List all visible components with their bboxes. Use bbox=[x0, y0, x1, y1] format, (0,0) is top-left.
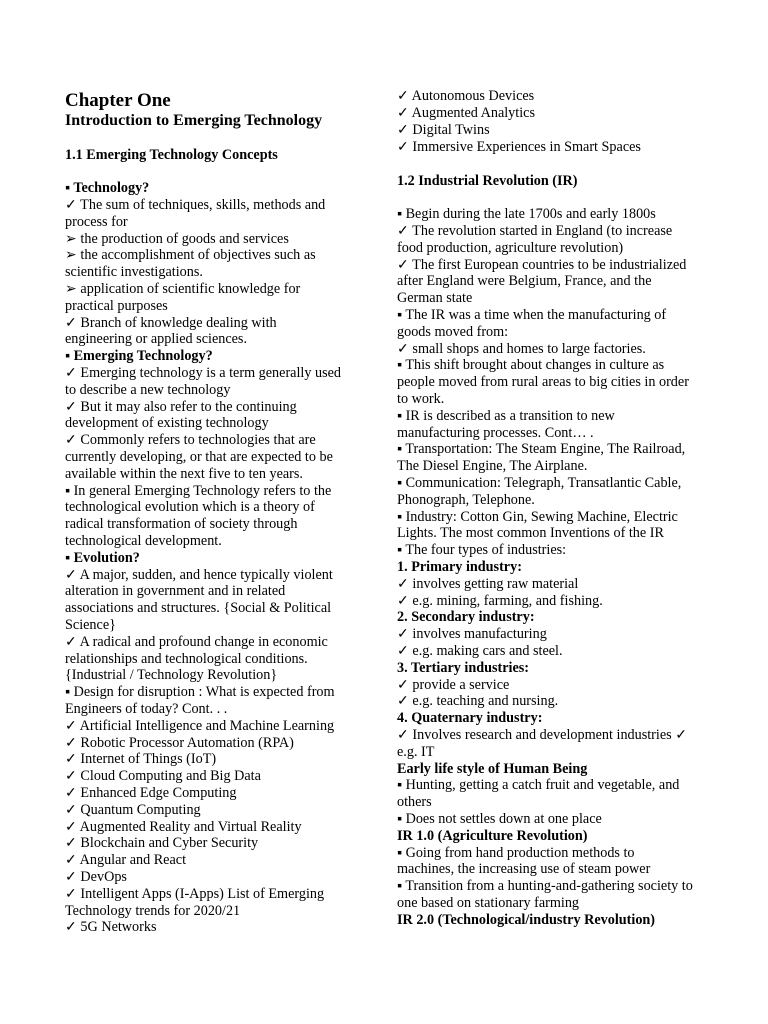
left-text-line: ✓ A radical and profound change in economic bbox=[65, 634, 328, 650]
right-text-line: ✓ provide a service bbox=[397, 677, 510, 693]
left-text-line: currently developing, or that are expected to be bbox=[65, 449, 333, 465]
right-text-line: IR 2.0 (Technological/industry Revolution) bbox=[397, 912, 656, 928]
right-text-line: manufacturing processes. Cont… . bbox=[397, 425, 594, 441]
left-text-line: ✓ The sum of techniques, skills, methods and bbox=[65, 197, 326, 213]
left-text-line: ▪ In general Emerging Technology refers to the bbox=[65, 483, 332, 499]
left-text-line: ✓ 5G Networks bbox=[65, 919, 157, 935]
left-text-line: ✓ Enhanced Edge Computing bbox=[65, 785, 237, 801]
right-text-line: Phonograph, Telephone. bbox=[397, 492, 535, 508]
right-text-line: people moved from rural areas to big cities in order bbox=[397, 374, 689, 390]
right-text-line: ✓ e.g. making cars and steel. bbox=[397, 643, 563, 659]
left-text-line: ✓ Internet of Things (IoT) bbox=[65, 751, 217, 767]
right-text-line: ✓ Autonomous Devices bbox=[397, 88, 535, 104]
left-text-line: ✓ DevOps bbox=[65, 869, 127, 885]
right-text-line: ✓ Involves research and development industries ✓ bbox=[397, 727, 688, 743]
left-text-line: relationships and technological conditions. bbox=[65, 651, 308, 667]
right-text-line: ▪ This shift brought about changes in culture as bbox=[397, 357, 665, 373]
right-text-line: after England were Belgium, France, and the bbox=[397, 273, 652, 289]
right-text-line: ✓ The revolution started in England (to increase bbox=[397, 223, 673, 239]
right-text-line: ▪ Does not settles down at one place bbox=[397, 811, 602, 827]
left-text-line: ▪ Evolution? bbox=[65, 550, 140, 566]
left-text-line: Chapter One bbox=[65, 90, 171, 111]
left-text-line: Technology trends for 2020/21 bbox=[65, 903, 241, 919]
right-text-line: ▪ Transition from a hunting-and-gathering society to bbox=[397, 878, 693, 894]
right-text-line: Lights. The most common Inventions of the IR bbox=[397, 525, 664, 541]
right-text-line: ▪ Industry: Cotton Gin, Sewing Machine, Electric bbox=[397, 509, 678, 525]
right-text-line: German state bbox=[397, 290, 473, 306]
right-text-line: ✓ e.g. mining, farming, and fishing. bbox=[397, 593, 603, 609]
right-text-line: 1. Primary industry: bbox=[397, 559, 522, 575]
right-text-line: ▪ Communication: Telegraph, Transatlantic Cable, bbox=[397, 475, 682, 491]
left-text-line: ✓ Commonly refers to technologies that are bbox=[65, 432, 316, 448]
left-text-line: ▪ Technology? bbox=[65, 180, 150, 196]
left-text-line: ➢ the accomplishment of objectives such as bbox=[65, 247, 316, 263]
left-text-line: ✓ A major, sudden, and hence typically violent bbox=[65, 567, 333, 583]
left-text-line: available within the next five to ten years. bbox=[65, 466, 303, 482]
right-text-line: ✓ small shops and homes to large factories. bbox=[397, 341, 646, 357]
right-text-line: ▪ Begin during the late 1700s and early 1800s bbox=[397, 206, 656, 222]
left-text-line: 1.1 Emerging Technology Concepts bbox=[65, 147, 278, 163]
left-text-line: practical purposes bbox=[65, 298, 168, 314]
right-text-line: 2. Secondary industry: bbox=[397, 609, 535, 625]
left-text-line: Introduction to Emerging Technology bbox=[65, 112, 323, 129]
right-text-line: ✓ involves getting raw material bbox=[397, 576, 579, 592]
left-text-line: process for bbox=[65, 214, 128, 230]
right-text-line: ▪ The four types of industries: bbox=[397, 542, 567, 558]
right-text-line: IR 1.0 (Agriculture Revolution) bbox=[397, 828, 588, 844]
left-text-line: ✓ Artificial Intelligence and Machine Learning bbox=[65, 718, 335, 734]
left-text-line: ✓ Augmented Reality and Virtual Reality bbox=[65, 819, 302, 835]
right-text-line: ▪ IR is described as a transition to new bbox=[397, 408, 615, 424]
left-text-line: scientific investigations. bbox=[65, 264, 203, 280]
right-text-line: ✓ Augmented Analytics bbox=[397, 105, 535, 121]
right-text-line: ▪ Hunting, getting a catch fruit and vegetable, and bbox=[397, 777, 680, 793]
left-text-line: ✓ Robotic Processor Automation (RPA) bbox=[65, 735, 294, 751]
left-text-line: ➢ the production of goods and services bbox=[65, 231, 289, 247]
left-text-line: Engineers of today? Cont. . . bbox=[65, 701, 228, 717]
right-text-line: ▪ Transportation: The Steam Engine, The Railroad, bbox=[397, 441, 686, 457]
right-text-line: one based on stationary farming bbox=[397, 895, 580, 911]
right-text-line: 4. Quaternary industry: bbox=[397, 710, 543, 726]
left-text-line: technological development. bbox=[65, 533, 222, 549]
right-text-line: ✓ Digital Twins bbox=[397, 122, 490, 138]
right-text-line: ✓ involves manufacturing bbox=[397, 626, 547, 642]
left-text-line: associations and structures. {Social & Political bbox=[65, 600, 332, 616]
right-text-line: 3. Tertiary industries: bbox=[397, 660, 530, 676]
left-text-line: ✓ Quantum Computing bbox=[65, 802, 201, 818]
left-text-line: ✓ Branch of knowledge dealing with bbox=[65, 315, 277, 331]
right-text-line: Early life style of Human Being bbox=[397, 761, 588, 777]
left-text-line: ✓ Intelligent Apps (I-Apps) List of Emerging bbox=[65, 886, 325, 902]
left-text-line: radical transformation of society through bbox=[65, 516, 298, 532]
left-text-line: Science} bbox=[65, 617, 116, 633]
left-text-line: ✓ Emerging technology is a term generally used bbox=[65, 365, 341, 381]
left-text-line: ▪ Design for disruption : What is expected from bbox=[65, 684, 335, 700]
right-text-line: 1.2 Industrial Revolution (IR) bbox=[397, 173, 578, 189]
right-text-line: others bbox=[397, 794, 432, 810]
right-text-line: goods moved from: bbox=[397, 324, 509, 340]
left-text-line: ▪ Emerging Technology? bbox=[65, 348, 213, 364]
left-text-line: ➢ application of scientific knowledge for bbox=[65, 281, 301, 297]
left-text-line: to describe a new technology bbox=[65, 382, 231, 398]
left-text-line: ✓ Angular and React bbox=[65, 852, 187, 868]
right-text-line: ✓ e.g. teaching and nursing. bbox=[397, 693, 559, 709]
right-text-line: ✓ The first European countries to be industrialized bbox=[397, 257, 687, 273]
right-text-line: e.g. IT bbox=[397, 744, 435, 760]
left-text-line: ✓ Blockchain and Cyber Security bbox=[65, 835, 259, 851]
left-text-line: {Industrial / Technology Revolution} bbox=[65, 667, 278, 683]
right-text-line: ▪ The IR was a time when the manufacturing of bbox=[397, 307, 667, 323]
right-text-line: ▪ Going from hand production methods to bbox=[397, 845, 635, 861]
right-text-line: food production, agriculture revolution) bbox=[397, 240, 624, 256]
left-text-line: alteration in government and in related bbox=[65, 583, 286, 599]
right-text-line: The Diesel Engine, The Airplane. bbox=[397, 458, 588, 474]
left-text-line: technological evolution which is a theory of bbox=[65, 499, 315, 515]
right-text-line: ✓ Immersive Experiences in Smart Spaces bbox=[397, 139, 641, 155]
right-text-line: to work. bbox=[397, 391, 445, 407]
left-text-line: development of existing technology bbox=[65, 415, 269, 431]
left-text-line: ✓ Cloud Computing and Big Data bbox=[65, 768, 261, 784]
left-text-line: engineering or applied sciences. bbox=[65, 331, 247, 347]
left-text-line: ✓ But it may also refer to the continuing bbox=[65, 399, 297, 415]
right-text-line: machines, the increasing use of steam power bbox=[397, 861, 651, 877]
